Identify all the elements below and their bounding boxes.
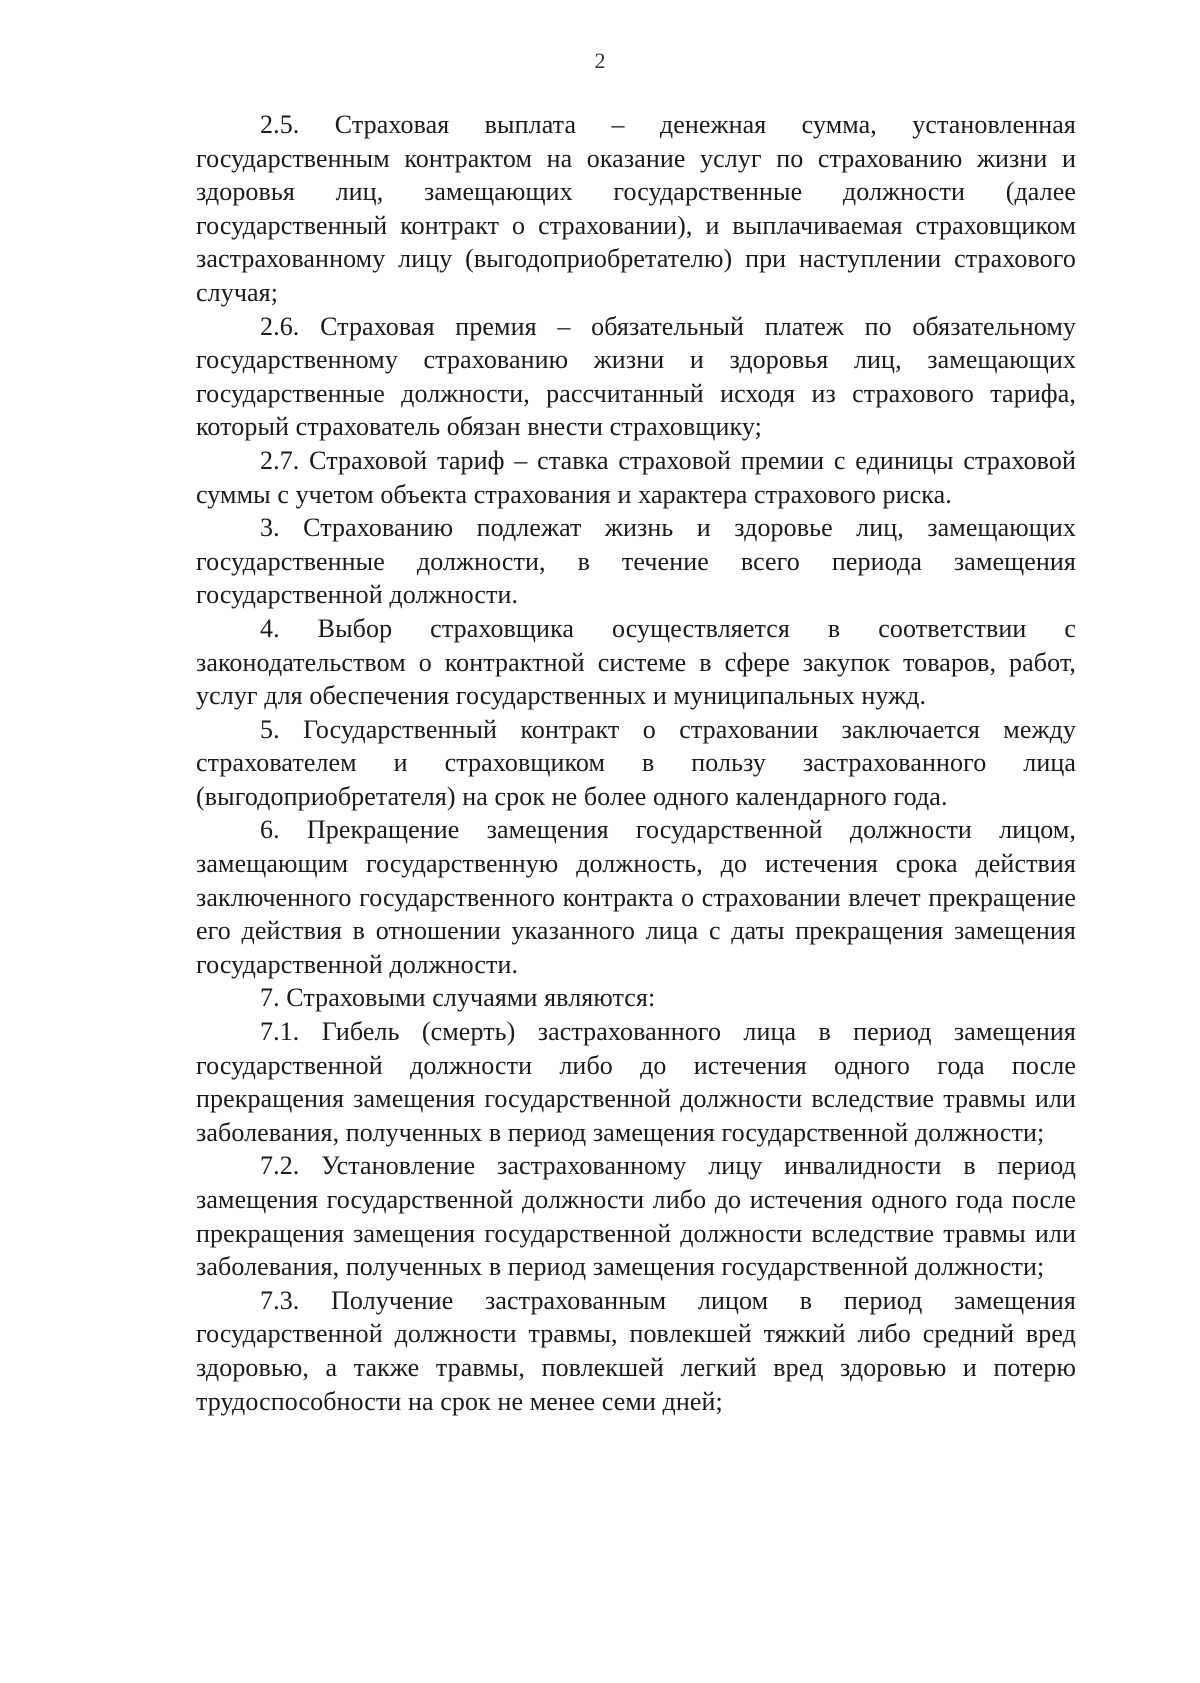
- paragraph-3: 3. Страхованию подлежат жизнь и здоровье лиц, замещающих государственные должности, в течение всего периода замещения государственной должности.: [196, 513, 1076, 610]
- paragraph-4: 4. Выбор страховщика осуществляется в соответствии с законодательством о контрактной системе в сфере закупок товаров, работ, услуг для обеспечения государственных и муниципальных нужд.: [196, 613, 1076, 711]
- paragraph-7-2: 7.2. Установление застрахованному лицу инвалидности в период замещения государственной должности либо до истечения одного года после прекращения замещения государственной должности вследствие травмы или заболевания, полученных в период замещения государственной должности;: [196, 1151, 1076, 1282]
- paragraph-7-3: 7.3. Получение застрахованным лицом в период замещения государственной должности травмы, повлекшей тяжкий либо средний вред здоровью, а также травмы, повлекшей легкий вред здоровью и потерю трудоспособности на срок не менее семи дней;: [196, 1285, 1076, 1416]
- paragraph-7: 7. Страховыми случаями являются:: [260, 983, 656, 1013]
- paragraph-2-6: 2.6. Страховая премия – обязательный платеж по обязательному государственному страхованию жизни и здоровья лиц, замещающих государственные должности, рассчитанный исходя из страхового тарифа, который страхователь обязан внести страховщику;: [196, 311, 1076, 442]
- paragraph-7-1: 7.1. Гибель (смерть) застрахованного лица в период замещения государственной должности либо до истечения одного года после прекращения замещения государственной должности вследствие травмы или заболевания, полученных в период замещения государственной должности;: [196, 1017, 1076, 1147]
- document-body: [196, 108, 1076, 1418]
- paragraph-5: 5. Государственный контракт о страховании заключается между страхователем и страховщиком в пользу застрахованного лица (выгодоприобретателя) на срок не более одного календарного года.: [196, 714, 1076, 811]
- paragraph-2-5: 2.5. Страховая выплата – денежная сумма, установленная государственным контрактом на оказание услуг по страхованию жизни и здоровья лиц, замещающих государственные должности (далее государственный контракт о страховании), и выплачиваемая страховщиком застрахованному лицу (выгодоприобретателю) при наступлении страхового случая;: [196, 110, 1076, 307]
- paragraph-6: 6. Прекращение замещения государственной должности лицом, замещающим государственную должность, до истечения срока действия заключенного государственного контракта о страховании влечет прекращение его действия в отношении указанного лица с даты прекращения замещения государственной должности.: [196, 815, 1076, 979]
- page-number: 2: [594, 48, 606, 73]
- paragraph-2-7: 2.7. Страховой тариф – ставка страховой премии с единицы страховой суммы с учетом объекта страхования и характера страхового риска.: [196, 445, 1076, 509]
